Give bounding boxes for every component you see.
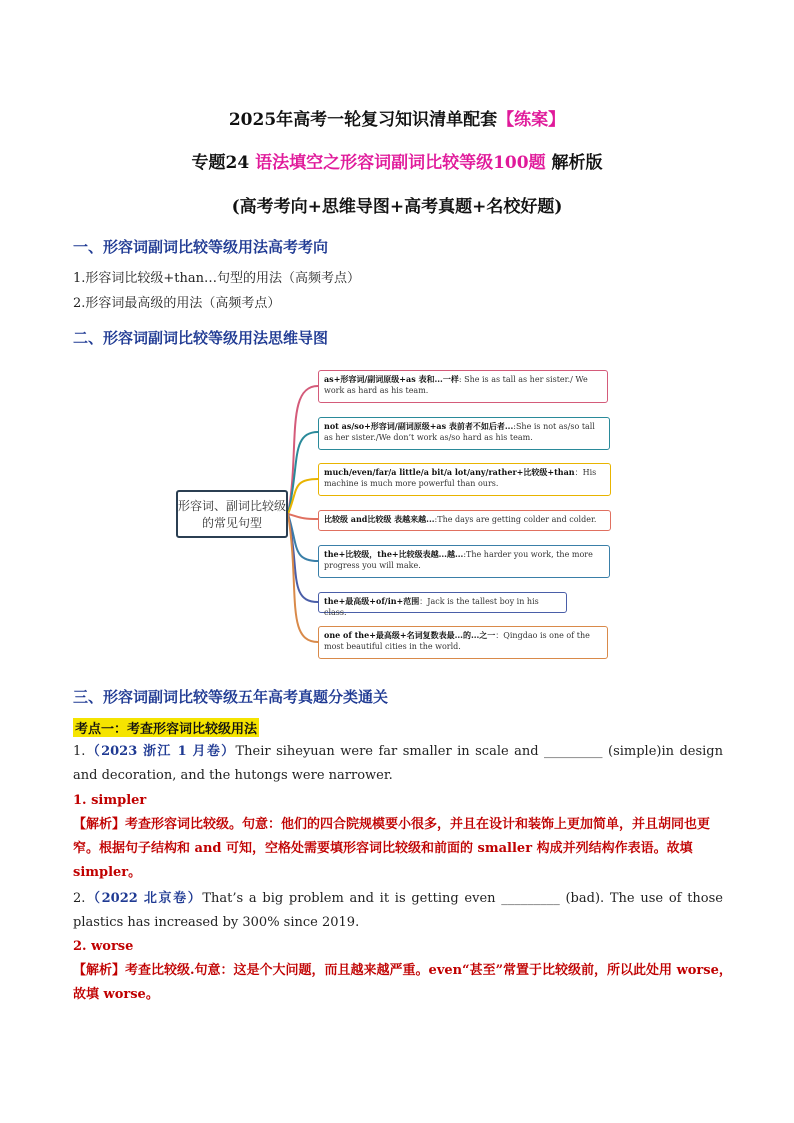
question-source: （2022 北京卷） [85, 891, 203, 906]
analysis-2 [73, 959, 733, 1007]
mindmap-branch: not as/so+形容词/副词原级+as 表前者不如后者...:She is not as/so tall as her sister./We don’t work as/so hard as his team. [318, 417, 610, 450]
analysis-1 [73, 813, 733, 885]
analysis-label: 【解析】 [73, 963, 126, 978]
mindmap-branch: the+比较级，the+比较级表越...越...:The harder you work, the more progress you will make. [318, 545, 610, 578]
keypoint-label: 考点一：考查形容词比较级用法 [73, 718, 259, 737]
answer-2: 2. worse [73, 939, 134, 954]
question-source: （2023 浙江 1 月卷） [85, 744, 236, 759]
section3-heading: 三、形容词副词比较等级五年高考真题分类通关 [73, 688, 389, 706]
analysis-text: 考查形容词比较级。句意：他们的四合院规模要小很多，并且在设计和装饰上更加简单，并且胡同也更窄。根据句子结构和 and 可知，空格处需要填形容词比较级和前面的 smaller 构成并列结构作表语。故填 simpler。 [73, 817, 711, 880]
topic-suffix: 解析版 [551, 153, 603, 173]
question-1 [73, 740, 723, 788]
analysis-label: 【解析】 [73, 817, 126, 832]
question-num: 1. [73, 744, 86, 759]
section1-heading: 一、形容词副词比较等级用法高考考向 [73, 238, 329, 256]
document-subtitle: (高考考向+思维导图+高考真题+名校好题) [231, 197, 563, 217]
section1-item: 2.形容词最高级的用法（高频考点） [73, 296, 281, 311]
mindmap-branch: one of the+最高级+名词复数表最...的...之一：Qingdao is one of the most beautiful cities in the world. [318, 626, 608, 659]
connector-4 [288, 514, 318, 519]
question-2 [73, 887, 723, 935]
topic-prefix: 专题24 [191, 153, 250, 173]
title-main: 2025年高考一轮复习知识清单配套 [228, 110, 498, 130]
topic-name: 语法填空之形容词副词比较等级100题 [255, 153, 546, 173]
mindmap-branch: the+最高级+of/in+范围：Jack is the tallest boy in his class. [318, 592, 567, 613]
section1-item: 1.形容词比较级+than…句型的用法（高频考点） [73, 271, 361, 286]
mindmap-center: 形容词、副词比较级的常见句型 [176, 490, 288, 538]
answer-1: 1. simpler [73, 793, 147, 808]
question-num: 2. [73, 891, 86, 906]
mindmap-branch: as+形容词/副词原级+as 表和...一样: She is as tall as her sister./ We work as hard as his team. [318, 370, 608, 403]
mindmap-branch: 比较级 and比较级 表越来越...:The days are getting colder and colder. [318, 510, 611, 531]
section2-heading: 二、形容词副词比较等级用法思维导图 [73, 329, 329, 347]
question-text: That’s a big problem and it is getting even _________ (bad). The use of those plastics has increased by 300% since 2019. [73, 891, 723, 930]
question-text: Their siheyuan were far smaller in scale and _________ (simple)in design and decoration, and the hutongs were narrower. [73, 744, 723, 783]
analysis-text: 考查比较级.句意：这是个大问题，而且越来越严重。even“甚至”常置于比较级前，所以此处用 worse，故填 worse。 [73, 963, 732, 1002]
title-tag: 【练案】 [497, 110, 566, 130]
mindmap-branch: much/even/far/a little/a bit/a lot/any/rather+比较级+than：His machine is much more powerful than ours. [318, 463, 611, 496]
